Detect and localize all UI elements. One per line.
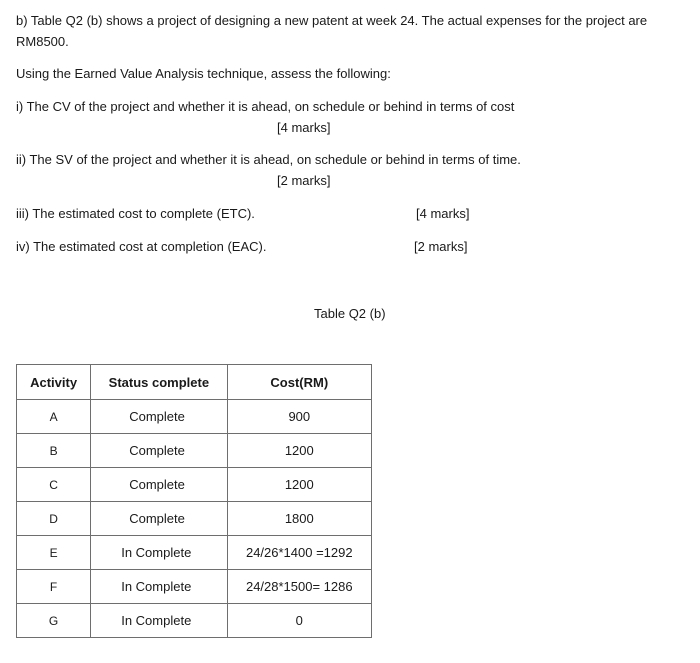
- question-iv-marks: [2 marks]: [414, 239, 468, 254]
- header-activity: Activity: [17, 365, 91, 400]
- activity-cell: G: [17, 604, 91, 638]
- question-iii-text: iii) The estimated cost to complete (ETC).: [16, 206, 255, 221]
- activity-cell: B: [17, 434, 91, 468]
- cost-cell: 24/26*1400 =1292: [227, 536, 371, 570]
- status-cell: In Complete: [91, 536, 227, 570]
- status-cell: In Complete: [91, 570, 227, 604]
- question-iii-marks: [4 marks]: [416, 206, 470, 221]
- intro-line-2: RM8500.: [16, 34, 69, 49]
- activity-cell: E: [17, 536, 91, 570]
- table-row: [17, 502, 372, 536]
- cost-cell: 1200: [227, 468, 371, 502]
- header-cost: Cost(RM): [227, 365, 371, 400]
- question-ii-marks: [2 marks]: [277, 173, 331, 188]
- table-row: [17, 468, 372, 502]
- activity-cell: D: [17, 502, 91, 536]
- table-row: [17, 604, 372, 638]
- question-i-text: i) The CV of the project and whether it is ahead, on schedule or behind in terms of cost: [16, 99, 515, 114]
- activity-cell: F: [17, 570, 91, 604]
- table-row: [17, 536, 372, 570]
- table-row: [17, 400, 372, 434]
- cost-cell: 1800: [227, 502, 371, 536]
- question-iv-text: iv) The estimated cost at completion (EAC).: [16, 239, 267, 254]
- cost-cell: 0: [227, 604, 371, 638]
- question-i-marks: [4 marks]: [277, 120, 331, 135]
- table-header-row: [17, 365, 372, 400]
- question-ii-text: ii) The SV of the project and whether it is ahead, on schedule or behind in terms of time.: [16, 152, 521, 167]
- header-status-complete: Status complete: [91, 365, 227, 400]
- status-cell: Complete: [91, 434, 227, 468]
- activity-cell: A: [17, 400, 91, 434]
- table-row: [17, 570, 372, 604]
- cost-cell: 24/28*1500= 1286: [227, 570, 371, 604]
- intro-line-1: b) Table Q2 (b) shows a project of designing a new patent at week 24. The actual expenses for the project are: [16, 13, 648, 28]
- status-cell: Complete: [91, 400, 227, 434]
- activity-cost-table: [16, 364, 372, 638]
- table-caption: Table Q2 (b): [314, 306, 386, 321]
- status-cell: Complete: [91, 502, 227, 536]
- activity-cell: C: [17, 468, 91, 502]
- cost-cell: 900: [227, 400, 371, 434]
- status-cell: Complete: [91, 468, 227, 502]
- instruction-text: Using the Earned Value Analysis technique, assess the following:: [16, 66, 391, 81]
- table-row: [17, 434, 372, 468]
- cost-cell: 1200: [227, 434, 371, 468]
- status-cell: In Complete: [91, 604, 227, 638]
